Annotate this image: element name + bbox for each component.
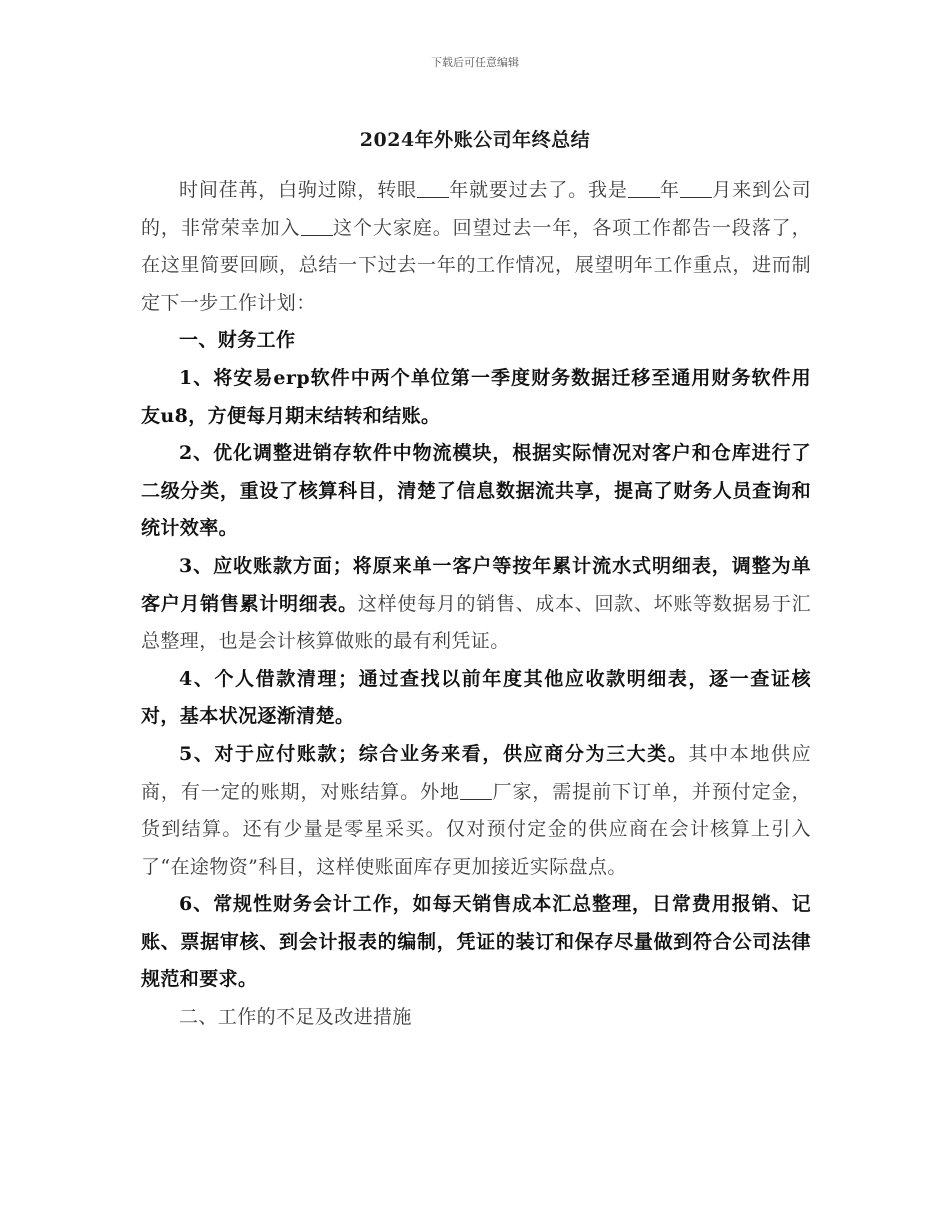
list-item-5: [141, 736, 811, 886]
intro-text-2: 年就要过去了。我是: [448, 179, 628, 201]
list-item-2: 2、优化调整进销存软件中物流模块，根据实际情况对客户和仓库进行了二级分类，重设了核算科目，清楚了信息数据流共享，提高了财务人员查询和统计效率。: [141, 442, 811, 540]
blank-line: [301, 217, 333, 236]
blank-line: [680, 179, 712, 198]
document-body: [141, 172, 811, 1037]
intro-text-3: 年: [659, 179, 680, 201]
blank-line: [460, 781, 492, 800]
blank-line: [417, 179, 449, 198]
list-item-5-normal-1: 其中本地供应商，有一定的账期，对账结算。外地: [141, 742, 811, 803]
intro-text-1: 时间荏苒，白驹过隙，转眼: [179, 179, 417, 201]
list-item-1: 1、将安易erp软件中两个单位第一季度财务数据迁移至通用财务软件用友u8，方便每月期末结转和结账。: [141, 366, 811, 427]
list-item-3-bold: 3、应收账款方面；将原来单一客户等按年累计流水式明细表，调整为单客户月销售累计明细表。: [141, 554, 811, 615]
list-item-4: 4、个人借款清理；通过查找以前年度其他应收款明细表，逐一查证核对，基本状况逐渐清楚。: [141, 667, 811, 728]
blank-line: [628, 179, 660, 198]
list-item-3: [141, 548, 811, 661]
section-heading-finance: 一、财务工作: [179, 329, 296, 352]
header-note: 下载后可任意编辑: [431, 56, 519, 69]
intro-text-4: 月来到公司的，非常荣幸加入: [141, 179, 811, 239]
list-item-5-bold: 5、对于应付账款；综合业务来看，供应商分为三大类。: [179, 742, 689, 765]
list-item-6: 6、常规性财务会计工作，如每天销售成本汇总整理，日常费用报销、记账、票据审核、到会计报表的编制，凭证的装订和保存尽量做到符合公司法律规范和要求。: [141, 893, 811, 991]
intro-paragraph: [141, 172, 811, 322]
section-heading-improvements: 二、工作的不足及改进措施: [179, 1006, 412, 1029]
list-item-3-normal: 这样使每月的销售、成本、回款、坏账等数据易于汇总整理，也是会计核算做账的最有利凭证。: [141, 592, 812, 653]
intro-text-5: 这个大家庭。回望过去一年，各项工作都告一段落了，在这里简要回顾，总结一下过去一年的工作情况，展望明年工作重点，进而制定下一步工作计划：: [141, 216, 811, 314]
list-item-5-normal-2: 厂家，需提前下订单，并预付定金，货到结算。还有少量是零星采买。仅对预付定金的供应商在会计核算上引入了“在途物资”科目，这样使账面库存更加接近实际盘点。: [141, 780, 811, 878]
document-title: 2024年外账公司年终总结: [359, 129, 591, 151]
